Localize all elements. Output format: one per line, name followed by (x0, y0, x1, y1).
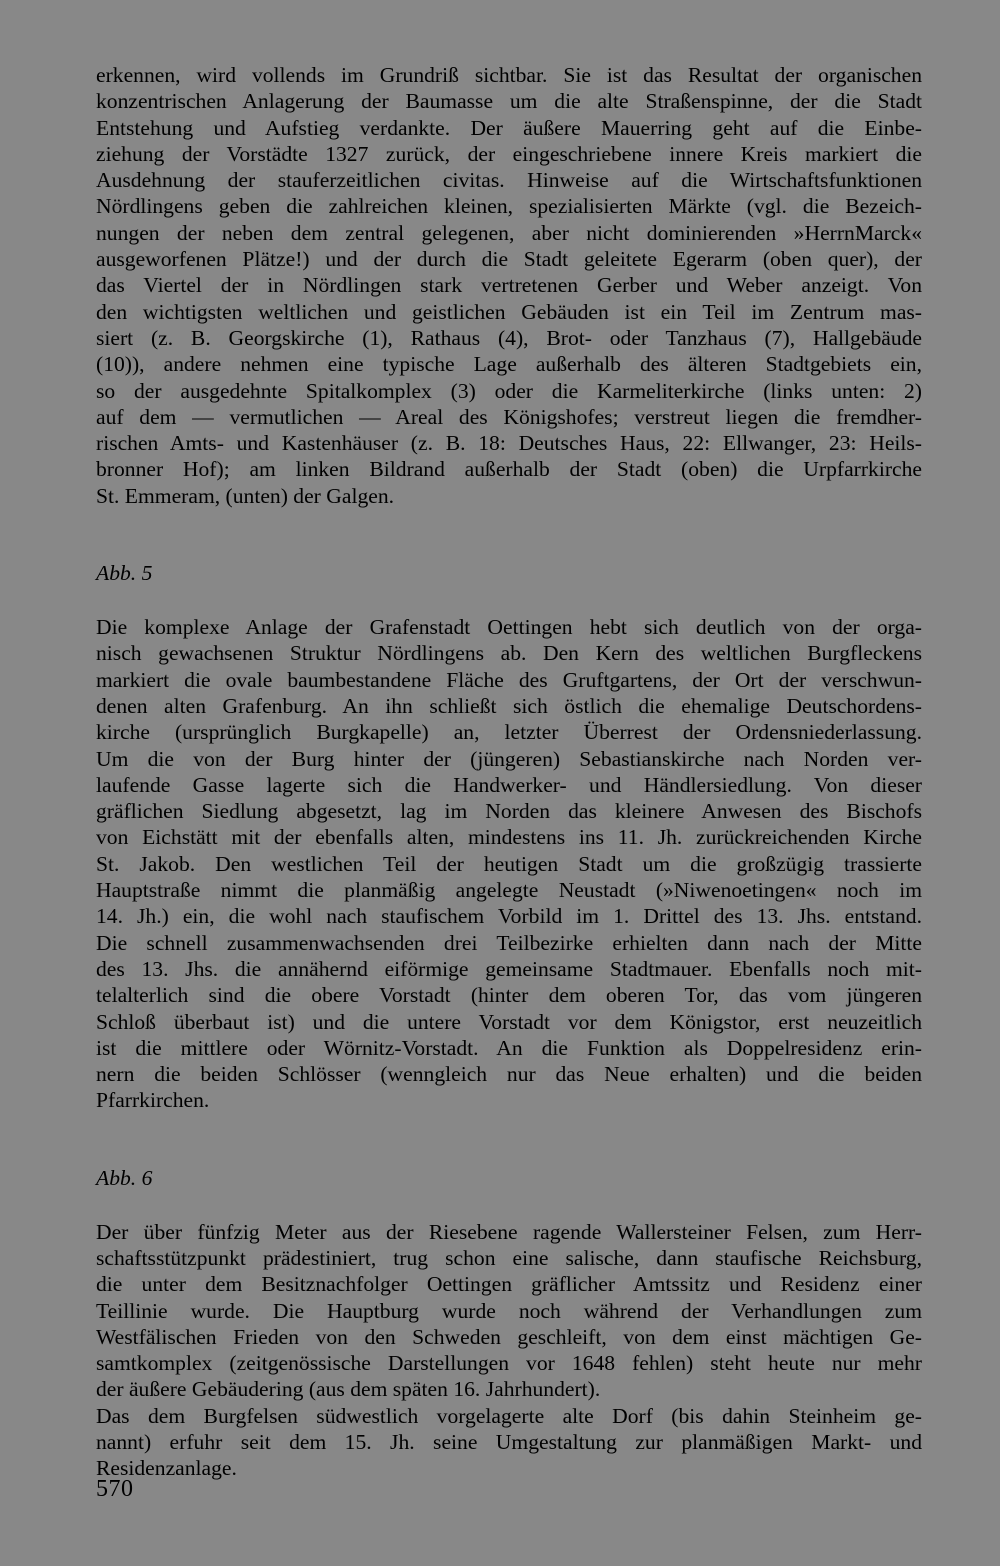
text-line: Hauptstraße nimmt die planmäßig angelegte Neustadt (»Niwenoetingen« noch im (96, 878, 922, 903)
text-line: gräflichen Siedlung abgesetzt, lag im Norden das kleinere Anwesen des Bischofs (96, 799, 922, 824)
text-line: Um die von der Burg hinter der (jüngeren) Sebastianskirche nach Norden ver- (96, 746, 922, 771)
text-line: 14. Jh.) ein, die wohl nach staufischem Vorbild im 1. Drittel des 13. Jhs. entstand. (96, 904, 922, 929)
text-line: schaftsstützpunkt prädestiniert, trug schon eine salische, dann staufische Reichsburg, (96, 1245, 922, 1270)
text-line: Teillinie wurde. Die Hauptburg wurde noch während der Verhandlungen zum (96, 1298, 922, 1323)
text-line: Entstehung und Aufstieg verdankte. Der äußere Mauerring geht auf die Einbe- (96, 115, 922, 140)
text-line: laufende Gasse lagerte sich die Handwerker- und Händlersiedlung. Von dieser (96, 772, 922, 797)
text-line: auf dem — vermutlichen — Areal des Königshofes; verstreut liegen die fremdher- (96, 404, 922, 429)
text-line: samtkomplex (zeitgenössische Darstellungen vor 1648 fehlen) steht heute nur mehr (96, 1351, 922, 1376)
text-line: rischen Amts- und Kastenhäuser (z. B. 18: Deutsches Haus, 22: Ellwanger, 23: Heils- (96, 431, 922, 456)
page-number: 570 (96, 1476, 134, 1502)
text-line: kirche (ursprünglich Burgkapelle) an, letzter Überrest der Ordensniederlassung. (96, 720, 922, 745)
text-line: Die komplexe Anlage der Grafenstadt Oettingen hebt sich deutlich von der orga- (96, 615, 922, 640)
text-line: das Viertel der in Nördlingen stark vertretenen Gerber und Weber anzeigt. Von (96, 273, 922, 298)
text-line: Westfälischen Frieden von den Schweden geschleift, von dem einst mächtigen Ge- (96, 1324, 922, 1349)
text-line: St. Emmeram, (unten) der Galgen. (96, 483, 395, 508)
text-line: nern die beiden Schlösser (wenngleich nur das Neue erhalten) und die beiden (96, 1062, 922, 1087)
text-line: (10)), andere nehmen eine typische Lage außerhalb des älteren Stadtgebiets ein, (96, 352, 922, 377)
text-line: Schloß überbaut ist) und die untere Vorstadt vor dem Königstor, erst neuzeitlich (96, 1009, 922, 1034)
text-line: die unter dem Besitznachfolger Oettingen gräflicher Amtssitz und Residenz einer (96, 1272, 922, 1297)
text-line: Residenzanlage. (96, 1456, 237, 1481)
text-line: nungen der neben dem zentral gelegenen, aber nicht dominierenden »HerrnMarck« (96, 220, 922, 245)
text-line: telalterlich sind die obere Vorstadt (hinter dem oberen Tor, das vom jüngeren (96, 983, 922, 1008)
text-line: Pfarrkirchen. (96, 1088, 210, 1113)
text-line: bronner Hof); am linken Bildrand außerhalb der Stadt (oben) die Urpfarrkirche (96, 457, 922, 482)
text-line: Nördlingens geben die zahlreichen kleinen, spezialisierten Märkte (vgl. die Bezeich- (96, 194, 922, 219)
text-line: den wichtigsten weltlichen und geistlichen Gebäuden ist ein Teil im Zentrum mas- (96, 299, 922, 324)
text-line: ist die mittlere oder Wörnitz-Vorstadt. An die Funktion als Doppelresidenz erin- (96, 1035, 922, 1060)
abb-6-paragraph (96, 1219, 922, 1482)
figure-label-abb-6: Abb. 6 (96, 1165, 153, 1190)
text-line: von Eichstätt mit der ebenfalls alten, mindestens ins 11. Jh. zurückreichenden Kirche (96, 825, 922, 850)
text-line: konzentrischen Anlagerung der Baumasse um die alte Straßenspinne, der die Stadt (96, 89, 922, 114)
text-line: Ausdehnung der stauferzeitlichen civitas. Hinweise auf die Wirtschaftsfunktionen (96, 168, 922, 193)
text-line: markiert die ovale baumbestandene Fläche des Gruftgartens, der Ort der verschwun- (96, 667, 922, 692)
figure-label-abb-5: Abb. 5 (96, 561, 153, 586)
page-content (96, 62, 922, 1482)
text-line: denen alten Grafenburg. An ihn schließt sich östlich die ehemalige Deutschordens- (96, 693, 922, 718)
text-line: nannt) erfuhr seit dem 15. Jh. seine Umgestaltung zur planmäßigen Markt- und (96, 1430, 922, 1455)
text-line: St. Jakob. Den westlichen Teil der heutigen Stadt um die großzügig trassierte (96, 851, 922, 876)
text-line: erkennen, wird vollends im Grundriß sichtbar. Sie ist das Resultat der organischen (96, 63, 922, 87)
text-line: ziehung der Vorstädte 1327 zurück, der eingeschriebene innere Kreis markiert die (96, 141, 922, 166)
text-line: siert (z. B. Georgskirche (1), Rathaus (4), Brot- oder Tanzhaus (7), Hallgebäude (96, 325, 922, 350)
intro-paragraph (96, 62, 922, 509)
text-line: nisch gewachsenen Struktur Nördlingens ab. Den Kern des weltlichen Burgfleckens (96, 641, 922, 666)
text-line: ausgeworfenen Plätze!) und der durch die Stadt geleitete Egerarm (oben quer), der (96, 247, 922, 272)
text-line: Der über fünfzig Meter aus der Riesebene ragende Wallersteiner Felsen, zum Herr- (96, 1219, 922, 1244)
text-line: Die schnell zusammenwachsenden drei Teilbezirke erhielten dann nach der Mitte (96, 930, 922, 955)
text-line: des 13. Jhs. die annähernd eiförmige gemeinsame Stadtmauer. Ebenfalls noch mit- (96, 956, 922, 981)
text-line: so der ausgedehnte Spitalkomplex (3) oder die Karmeliterkirche (links unten: 2) (96, 378, 922, 403)
text-line: Das dem Burgfelsen südwestlich vorgelagerte alte Dorf (bis dahin Steinheim ge- (96, 1403, 922, 1428)
abb-5-paragraph (96, 614, 922, 1114)
text-line: der äußere Gebäudering (aus dem späten 16. Jahrhundert). (96, 1377, 601, 1402)
